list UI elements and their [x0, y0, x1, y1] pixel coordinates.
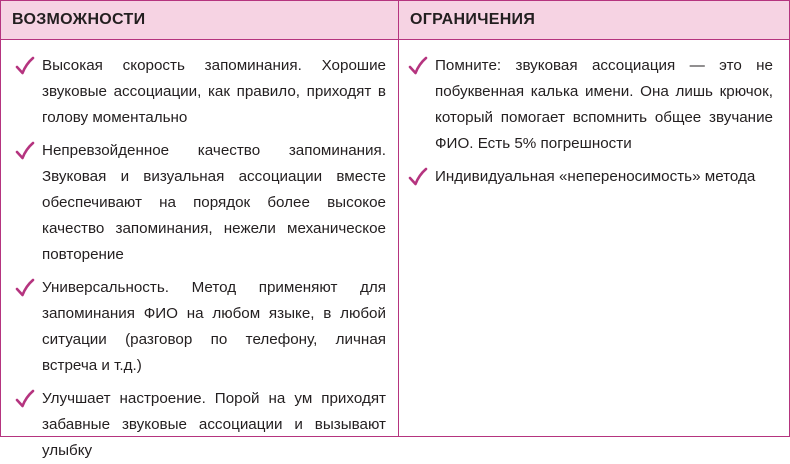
list-item [399, 164, 789, 190]
possibilities-list [1, 53, 398, 464]
checkmark-icon [15, 56, 35, 76]
list-item [1, 386, 398, 464]
limitations-list [399, 53, 789, 190]
checkmark-icon [15, 278, 35, 298]
list-item-text: Улучшает настроение. Порой на ум приходят забавные звуковые ассоциации и вызывают улыбку [42, 390, 386, 459]
header-limitations: ОГРАНИЧЕНИЯ [399, 1, 789, 40]
checkmark-icon [408, 167, 428, 187]
checkmark-icon [408, 56, 428, 76]
list-item-text: Высокая скорость запоминания. Хорошие звуковые ассоциации, как правило, приходят в голову моментально [42, 57, 386, 126]
list-item [1, 138, 398, 268]
list-item [1, 53, 398, 131]
possibilities-cell [1, 40, 399, 459]
checkmark-icon [15, 141, 35, 161]
list-item-text: Непревзойденное качество запоминания. Звуковая и визуальная ассоциации вместе обеспечивают на порядок более высокое качество запоминания, нежели механическое повторение [42, 142, 386, 263]
list-item-text: Индивидуальная «непереносимость» метода [435, 168, 756, 185]
limitations-cell [399, 40, 789, 436]
list-item-text: Помните: звуковая ассоциация — это не побуквенная калька имени. Она лишь крючок, который помогает вспомнить общее звучание ФИО. Есть 5% погрешности [435, 57, 773, 152]
list-item [1, 275, 398, 379]
list-item-text: Универсальность. Метод применяют для запоминания ФИО на любом языке, в любой ситуации (разговор по телефону, личная встреча и т.д.) [42, 279, 386, 374]
list-item [399, 53, 789, 157]
header-possibilities: ВОЗМОЖНОСТИ [1, 1, 399, 40]
checkmark-icon [15, 389, 35, 409]
